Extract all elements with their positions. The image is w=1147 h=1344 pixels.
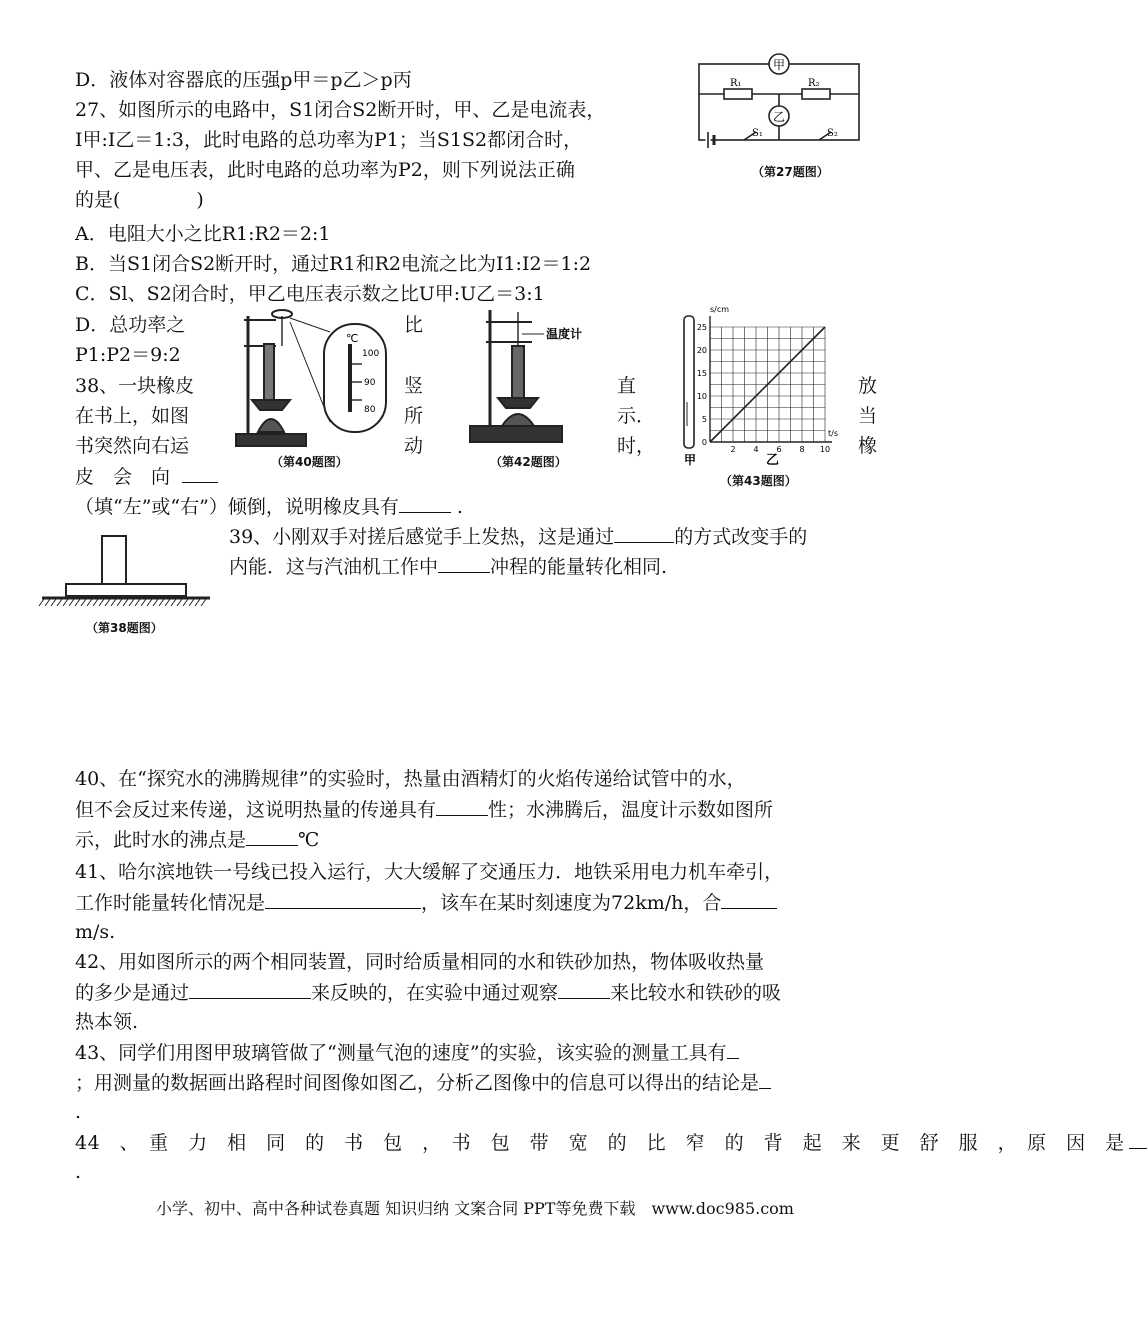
thermometer-label: 温度计 [546,327,583,341]
q39-text-a: 39、小刚双手对搓后感觉手上发热，这是通过 [229,526,615,548]
tick-100: 100 [362,349,380,359]
graph-label: 乙 [766,453,780,468]
q38-line3-a: 书突然向右运 [75,435,190,457]
q38-line2-c: 示． [617,405,656,427]
switch-s2-label: S₂ [827,128,838,139]
question-43-line2 [75,1070,771,1095]
question-39-line2 [229,554,667,579]
page-footer: 小学、初中、高中各种试卷真题 知识归纳 文案合同 PPT等免费下载 www.doc985.com [156,1199,794,1218]
y-axis-label: s/cm [710,305,730,314]
question-42-line3: 热本领. [75,1011,139,1033]
resistor-r2-label: R₂ [808,78,820,89]
q40-text-b: 性；水沸腾后，温度计示数如图所 [488,799,774,821]
q40-unit: ℃ [298,829,320,851]
switch-s1-label: S₁ [752,128,763,139]
answer-blank[interactable] [182,464,218,483]
q42-text-c: 来比较水和铁砂的吸 [610,982,782,1004]
y-tick-0: 0 [701,438,707,447]
question-44-line2: . [75,1161,82,1183]
meter-yi-label: 乙 [772,110,786,124]
q38-line1-b: 竖 [404,375,424,397]
y-tick-25: 25 [696,323,707,332]
q44-text-a: 44 、 重 力 相 同 的 书 包 ， 书 包 带 宽 的 比 窄 的 背 起 来 更 舒 服 ， 原 因 是 [75,1132,1125,1154]
q38-line2-a: 在书上，如图 [75,405,190,427]
option-d-q26: D．液体对容器底的压强p甲＝p乙＞p丙 [75,69,412,91]
question-43-line3: . [75,1101,82,1123]
answer-blank[interactable] [189,980,311,999]
q41-text-a: 工作时能量转化情况是 [75,892,266,914]
tick-80: 80 [364,405,376,415]
q38-line2-d: 当 [858,405,878,427]
q42-text-b: 来反映的，在实验中通过观察 [311,982,559,1004]
figure-40-boiling-setup [234,306,394,458]
q38-line1-d: 放 [858,375,878,397]
question-41-line2 [75,890,777,915]
figure-40-caption: （第40题图） [271,455,348,469]
answer-blank[interactable] [614,524,674,543]
q38-line3-d: 橡 [858,435,878,457]
question-27-line4: 的是( ) [75,189,204,211]
tick-90: 90 [364,378,376,388]
figure-43-caption: （第43题图） [720,474,797,488]
answer-blank[interactable] [721,890,777,909]
q38-line5-text: （填“左”或“右”）倾倒，说明橡皮具有 [75,496,399,518]
q38-line4 [75,464,218,489]
question-41-line1: 41、哈尔滨地铁一号线已投入运行，大大缓解了交通压力．地铁采用电力机车牵引， [75,861,784,883]
y-tick-5: 5 [701,415,707,424]
x-tick-8: 8 [799,445,805,454]
x-tick-6: 6 [776,445,782,454]
q40-text-a: 但不会反过来传递，这说明热量的传递具有 [75,799,437,821]
q39-text-d: 冲程的能量转化相同. [490,556,668,578]
y-tick-15: 15 [696,369,707,378]
figure-42-caption: （第42题图） [490,455,567,469]
q42-text-a: 的多少是通过 [75,982,190,1004]
option-b-q27: B．当S1闭合S2断开时，通过R1和R2电流之比为I1:I2＝1:2 [75,253,592,275]
question-42-line1: 42、用如图所示的两个相同装置，同时给质量相同的水和铁砂加热，物体吸收热量 [75,951,765,973]
q38-line3-b: 动 [404,435,424,457]
q43-text-a: 43、同学们用图甲玻璃管做了“测量气泡的速度”的实验，该实验的测量工具有 [75,1042,727,1064]
question-44-line1 [75,1130,1147,1155]
q38-line1-c: 直 [617,375,637,397]
figure-27-caption: （第27题图） [752,165,829,179]
q39-text-b: 的方式改变手的 [674,526,808,548]
figure-43-graph [680,302,842,476]
option-a-q27: A．电阻大小之比R1:R2＝2:1 [75,223,331,245]
thermometer-unit: ℃ [346,332,359,345]
answer-blank[interactable] [265,890,421,909]
question-43-line1 [75,1040,739,1065]
question-42-line2 [75,980,781,1005]
q41-text-b: ，该车在某时刻速度为72km/h，合 [421,892,722,914]
question-41-line3: m/s. [75,921,116,943]
figure-38-eraser-on-book [38,532,214,618]
answer-blank[interactable] [438,554,490,573]
q43-text-b: ；用测量的数据画出路程时间图像如图乙，分析乙图像中的信息可以得出的结论是 [75,1072,760,1094]
x-tick-10: 10 [819,445,831,454]
q38-line2-b: 所 [404,405,424,427]
q40-text-c: 示，此时水的沸点是 [75,829,247,851]
x-axis-label: t/s [828,429,838,438]
question-40-line2 [75,797,773,822]
answer-blank[interactable] [436,797,488,816]
q38-line4-text: 皮 会 向 [75,466,171,488]
question-39-line1 [229,524,807,549]
q39-text-c: 内能．这与汽油机工作中 [229,556,439,578]
answer-blank[interactable] [1129,1130,1147,1149]
resistor-r1-label: R₁ [730,78,742,89]
answer-blank[interactable] [246,827,298,846]
question-27-line2: I甲:I乙＝1:3，此时电路的总功率为P1；当S1S2都闭合时， [75,129,583,151]
option-c-q27: C．Sl、S2闭合时，甲乙电压表示数之比U甲:U乙＝3:1 [75,283,545,305]
tube-label: 甲 [684,453,697,467]
question-27-line3: 甲、乙是电压表，此时电路的总功率为P2，则下列说法正确 [75,159,575,181]
y-tick-10: 10 [696,392,707,401]
q38-line5-end: . [450,496,463,518]
x-tick-2: 2 [730,445,736,454]
answer-blank[interactable] [558,980,610,999]
answer-blank[interactable] [399,494,451,513]
x-tick-4: 4 [753,445,759,454]
question-40-line3 [75,827,319,852]
option-d-q27-b: 比 [404,314,424,336]
figure-42-heating-setup [468,306,592,452]
q38-line1-a: 38、一块橡皮 [75,375,195,397]
meter-jia-label: 甲 [772,58,786,72]
q38-line5 [75,494,463,519]
option-d-q27-a: D．总功率之 [75,314,186,336]
question-27-stem: 27、如图所示的电路中，S1闭合S2断开时，甲、乙是电流表， [75,99,606,121]
option-d-q27-c: P1:P2＝9:2 [75,344,181,366]
answer-blank[interactable] [727,1040,739,1059]
y-tick-20: 20 [696,346,707,355]
figure-38-caption: （第38题图） [86,621,163,635]
figure-27-circuit [694,46,864,162]
question-40-line1: 40、在“探究水的沸腾规律”的实验时，热量由酒精灯的火焰传递给试管中的水， [75,768,746,790]
answer-blank[interactable] [759,1070,771,1089]
q38-line3-c: 时， [617,435,656,457]
